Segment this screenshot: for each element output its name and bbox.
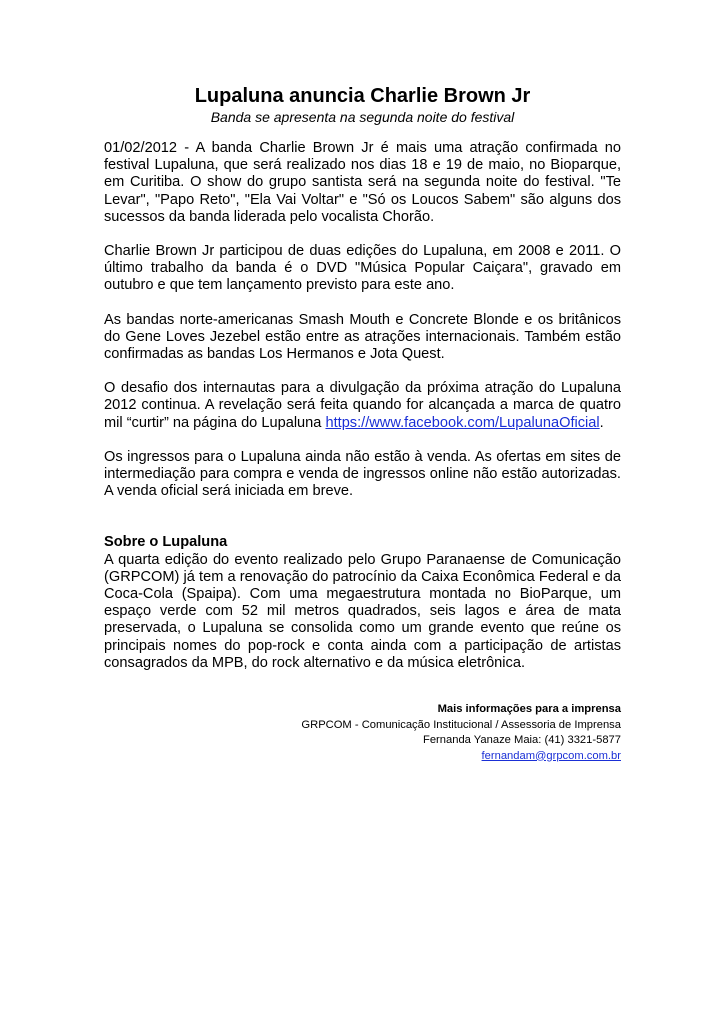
facebook-link[interactable]: https://www.facebook.com/LupalunaOficial (325, 414, 600, 431)
challenge-text: O desafio dos internautas para a divulgação da próxima atração do Lupaluna 2012 continua. A revelação será feita quando for alcançada a marca de quatro mil “curtir” na página do Lupaluna (104, 380, 621, 431)
challenge-end: . (599, 414, 604, 431)
paragraph-international-acts: As bandas norte-americanas Smash Mouth e Concrete Blonde e os britânicos do Gene Loves Jezebel estão entre as atrações internacionais. Também estão confirmadas as bandas Los Hermanos e Jota Quest. (104, 311, 621, 363)
paragraph-announcement: 01/02/2012 - A banda Charlie Brown Jr é mais uma atração confirmada no festival Lupaluna, que será realizado nos dias 18 e 19 de maio, no Bioparque, em Curitiba. O show do grupo santista será na segunda noite do festival. "Te Levar", "Papo Reto", "Ela Vai Voltar" e "Só os Loucos Sabem" são alguns dos sucessos da banda liderada pelo vocalista Chorão. (104, 140, 621, 225)
about-paragraph: A quarta edição do evento realizado pelo Grupo Paranaense de Comunicação (GRPCOM) já tem a renovação do patrocínio da Caixa Econômica Federal e da Coca-Cola (Spaipa). Com uma megaestrutura montada no BioParque, um espaço verde com 52 mil metros quadrados, seis lagos e área de mata preservada, o Lupaluna se consolida como um grande evento que reúne os principais nomes do pop-rock e conta ainda com a participação de artistas consagrados da MPB, do rock alternativo e da música eletrônica. (104, 551, 621, 671)
paragraph-challenge (104, 380, 621, 432)
press-contact-person: Fernanda Yanaze Maia: (41) 3321-5877 (423, 734, 621, 747)
document-title: Lupaluna anuncia Charlie Brown Jr (194, 85, 531, 107)
about-heading: Sobre o Lupaluna (104, 534, 228, 551)
press-contact-org: GRPCOM - Comunicação Institucional / Assessoria de Imprensa (301, 718, 621, 731)
press-contact (104, 702, 621, 764)
document-page (104, 84, 621, 764)
press-contact-email[interactable]: fernandam@grpcom.com.br (481, 749, 621, 762)
document-subtitle: Banda se apresenta na segunda noite do festival (210, 109, 515, 125)
paragraph-tickets: Os ingressos para o Lupaluna ainda não estão à venda. As ofertas em sites de intermediação para compra e venda de ingressos online não estão autorizadas. A venda oficial será iniciada em breve. (104, 448, 621, 500)
paragraph-history: Charlie Brown Jr participou de duas edições do Lupaluna, em 2008 e 2011. O último trabalho da banda é o DVD "Música Popular Caiçara", gravado em outubro e que tem lançamento previsto para este ano. (104, 243, 621, 294)
press-contact-label: Mais informações para a imprensa (437, 703, 621, 716)
